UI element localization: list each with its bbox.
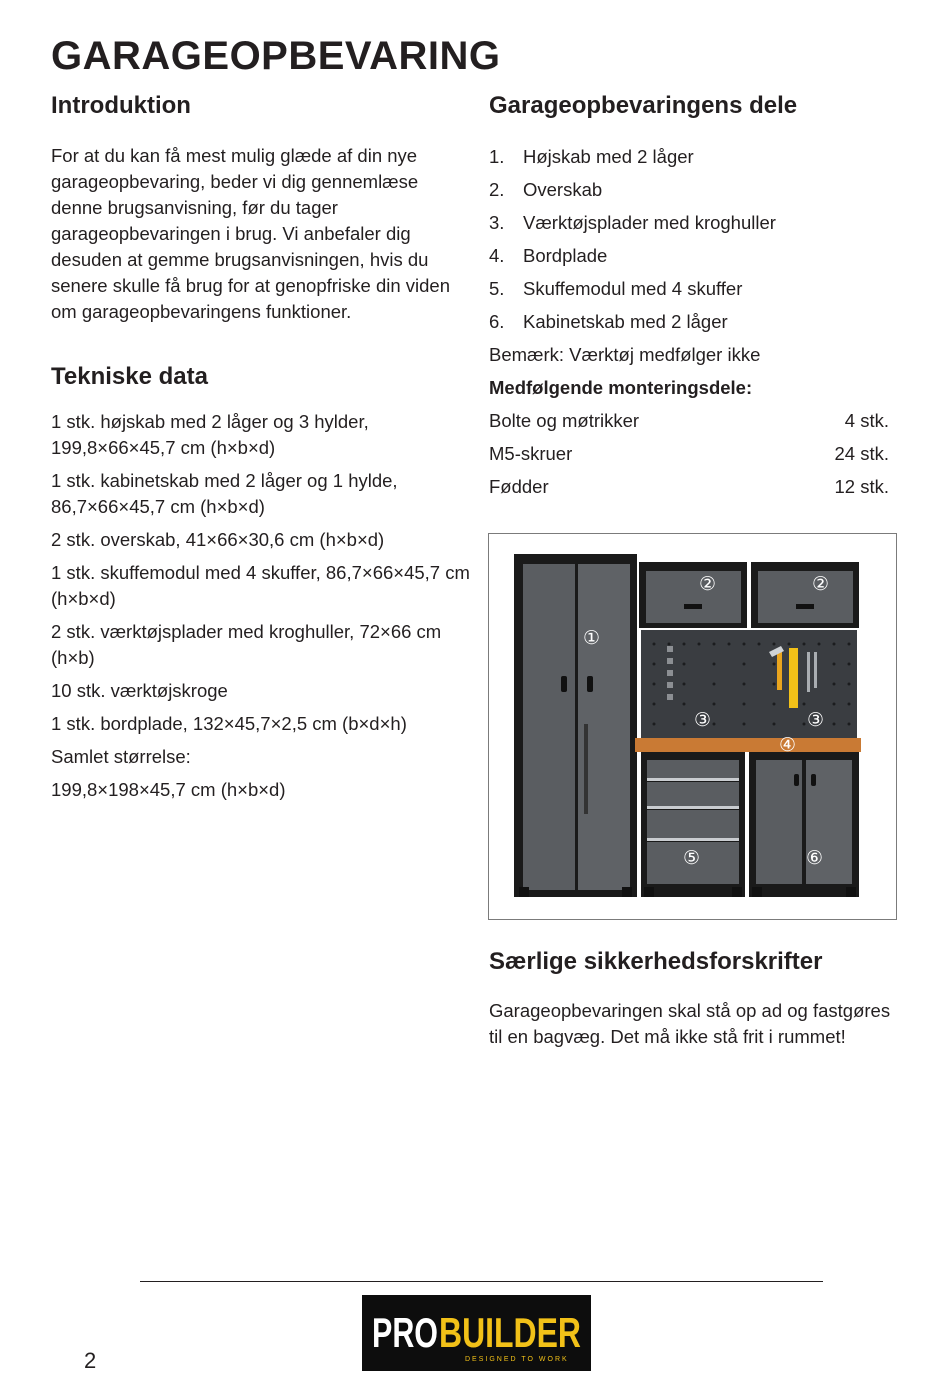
probuilder-logo bbox=[362, 1295, 591, 1371]
svg-text:BUILDER: BUILDER bbox=[439, 1309, 581, 1356]
list-label: Kabinetskab med 2 låger bbox=[523, 311, 728, 332]
tech-list bbox=[51, 409, 471, 803]
list-item bbox=[489, 305, 889, 338]
tools-note: Bemærk: Værktøj medfølger ikke bbox=[489, 344, 761, 365]
list-number: 4. bbox=[489, 245, 505, 266]
list-label: Skuffemodul med 4 skuffer bbox=[523, 278, 743, 299]
safety-text: Garageopbevaringen skal stå op ad og fastgøres til en bagvæg. Det må ikke stå frit i rummet! bbox=[489, 1000, 891, 1047]
mount-qty: 4 stk. bbox=[844, 410, 889, 431]
logo-mark bbox=[362, 1295, 591, 1371]
tech-item: 2 stk. overskab, 41×66×30,6 cm (h×b×d) bbox=[51, 529, 385, 550]
callout-5: ⑤ bbox=[683, 848, 701, 869]
tech-item: 10 stk. værktøjskroge bbox=[51, 680, 228, 701]
list-label: Værktøjsplader med kroghuller bbox=[523, 212, 776, 233]
list-item bbox=[489, 239, 889, 272]
list-label: Højskab med 2 låger bbox=[523, 146, 694, 167]
svg-text:DESIGNED TO WORK: DESIGNED TO WORK bbox=[465, 1356, 569, 1363]
page-title: GARAGEOPBEVARING bbox=[51, 34, 501, 78]
mount-label: Fødder bbox=[489, 476, 549, 497]
list-item bbox=[489, 206, 889, 239]
callout-2a: ② bbox=[699, 574, 717, 595]
list-item bbox=[489, 272, 889, 305]
parts-list bbox=[489, 140, 889, 338]
intro-text: For at du kan få mest mulig glæde af din nye garageopbevaring, beder vi dig gennemlæse denne brugsanvisning, før du tager garageopbevaringen i brug. Vi anbefaler dig desuden at gemme brugsanvisningen, hvis du senere skulle få brug for at genopfriske din viden om garageopbevaringens funktioner. bbox=[51, 145, 451, 322]
mount-item bbox=[489, 470, 889, 503]
parts-heading: Garageopbevaringens dele bbox=[489, 92, 798, 119]
mount-qty: 12 stk. bbox=[834, 476, 889, 497]
svg-text:PRO: PRO bbox=[372, 1309, 438, 1356]
left-column bbox=[51, 92, 471, 810]
list-item bbox=[489, 140, 889, 173]
list-item bbox=[489, 173, 889, 206]
tech-item: 199,8×198×45,7 cm (h×b×d) bbox=[51, 779, 286, 800]
mount-label: M5-skruer bbox=[489, 443, 573, 464]
tech-heading: Tekniske data bbox=[51, 363, 208, 390]
page-number: 2 bbox=[84, 1348, 97, 1373]
list-number: 5. bbox=[489, 278, 505, 299]
list-number: 3. bbox=[489, 212, 505, 233]
callout-2b: ② bbox=[812, 574, 830, 595]
mount-label: Bolte og møtrikker bbox=[489, 410, 640, 431]
mount-item bbox=[489, 404, 889, 437]
mount-heading: Medfølgende monteringsdele: bbox=[489, 377, 753, 398]
callout-6: ⑥ bbox=[806, 848, 824, 869]
list-label: Overskab bbox=[523, 179, 603, 200]
tech-item: Samlet størrelse: bbox=[51, 746, 191, 767]
callout-3b: ③ bbox=[807, 710, 825, 731]
mount-qty: 24 stk. bbox=[834, 443, 889, 464]
tech-item: 1 stk. bordplade, 132×45,7×2,5 cm (b×d×h) bbox=[51, 713, 407, 734]
tech-item: 1 stk. skuffemodul med 4 skuffer, 86,7×66×45,7 cm (h×b×d) bbox=[51, 562, 470, 609]
list-label: Bordplade bbox=[523, 245, 608, 266]
list-number: 2. bbox=[489, 179, 505, 200]
list-number: 1. bbox=[489, 146, 505, 167]
safety-heading: Særlige sikkerhedsforskrifter bbox=[489, 948, 823, 975]
safety-section bbox=[489, 948, 894, 1050]
callout-3a: ③ bbox=[694, 710, 712, 731]
mount-item bbox=[489, 437, 889, 470]
intro-heading: Introduktion bbox=[51, 92, 191, 119]
right-column bbox=[489, 92, 889, 503]
tech-item: 2 stk. værktøjsplader med kroghuller, 72×66 cm (h×b) bbox=[51, 621, 442, 668]
callout-1: ① bbox=[583, 628, 601, 649]
callout-4: ④ bbox=[779, 735, 797, 756]
tech-item: 1 stk. højskab med 2 låger og 3 hylder, 199,8×66×45,7 cm (h×b×d) bbox=[51, 411, 369, 458]
tech-item: 1 stk. kabinetskab med 2 låger og 1 hylde, 86,7×66×45,7 cm (h×b×d) bbox=[51, 470, 398, 517]
list-number: 6. bbox=[489, 311, 505, 332]
cabinet-illustration bbox=[488, 533, 897, 920]
footer-divider bbox=[140, 1281, 823, 1282]
